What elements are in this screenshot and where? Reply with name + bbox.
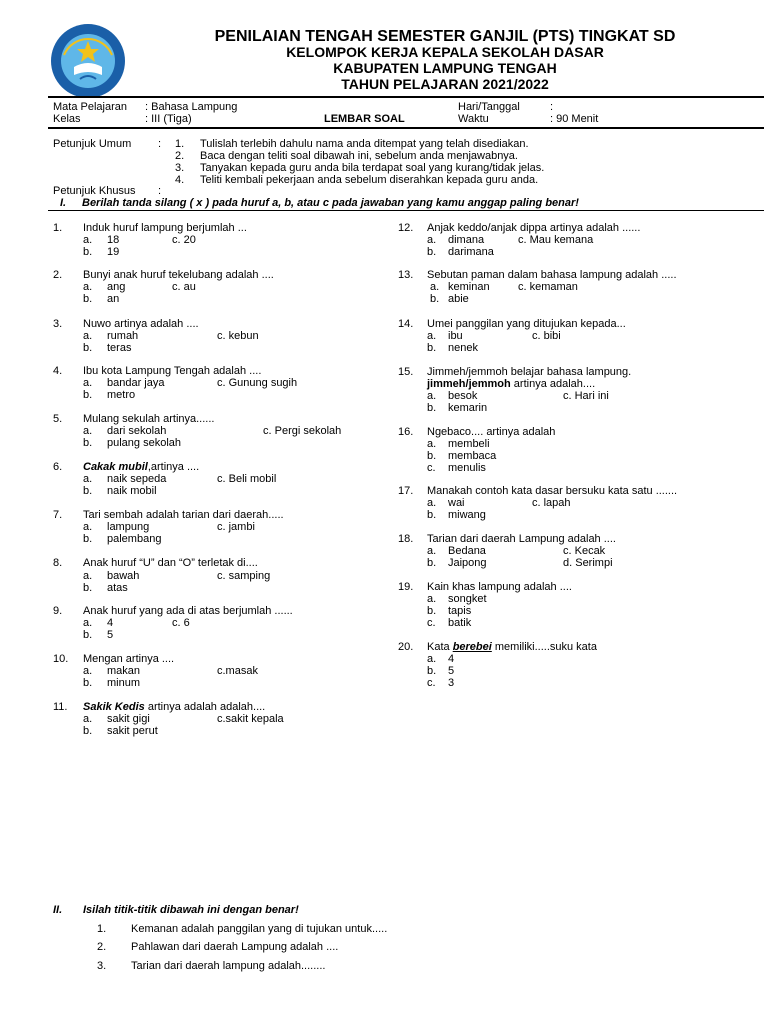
- question-number: 13.: [398, 269, 414, 281]
- option-b: an: [107, 293, 120, 305]
- option-c: c. au: [172, 281, 196, 293]
- header-subtitle-1: KELOMPOK KERJA KEPALA SEKOLAH DASAR: [286, 44, 604, 60]
- option-letter: a.: [427, 593, 437, 605]
- question-text-rest: artinya adalah adalah....: [144, 701, 266, 713]
- option-letter: a.: [83, 570, 93, 582]
- question-term: Sakik Kedis: [83, 701, 145, 713]
- option-a: dimana: [448, 234, 485, 246]
- header-subtitle-3: TAHUN PELAJARAN 2021/2022: [341, 76, 549, 92]
- question-text: Sebutan paman dalam bahasa lampung adalah .....: [427, 269, 677, 281]
- option-letter: b.: [83, 582, 93, 594]
- question-number: 3.: [53, 318, 63, 330]
- question-text-rest: memiliki.....suku kata: [491, 641, 597, 653]
- question-text: Ngebaco.... artinya adalah: [427, 426, 556, 438]
- question-text: Nuwo artinya adalah ....: [83, 318, 199, 330]
- option-a: bandar jaya: [107, 377, 165, 389]
- question-text: Umei panggilan yang ditujukan kepada...: [427, 318, 626, 330]
- petunjuk-text: Teliti kembali pekerjaan anda sebelum diserahkan kepada guru anda.: [200, 174, 539, 186]
- essay-number: 2.: [97, 941, 107, 953]
- option-letter: c.: [427, 617, 436, 629]
- petunjuk-umum-label: Petunjuk Umum: [53, 138, 132, 150]
- option-c: c. samping: [217, 570, 271, 582]
- section-1-rule: [48, 210, 764, 211]
- option-a: ang: [107, 281, 126, 293]
- option-letter: b.: [83, 389, 93, 401]
- lembar-soal-label: LEMBAR SOAL: [324, 113, 405, 125]
- option-letter: b.: [430, 293, 440, 305]
- option-letter: a.: [427, 497, 437, 509]
- question-text: [83, 701, 265, 713]
- option-a: wai: [448, 497, 465, 509]
- option-letter: a.: [83, 281, 93, 293]
- question-text: Mulang sekulah artinya......: [83, 413, 215, 425]
- option-b: sakit perut: [107, 725, 158, 737]
- option-c: c. Hari ini: [563, 390, 609, 402]
- question-number: 19.: [398, 581, 414, 593]
- option-letter: b.: [427, 342, 437, 354]
- question-text: Mengan artinya ....: [83, 653, 175, 665]
- option-letter: c.: [427, 462, 436, 474]
- option-letter: a.: [427, 438, 437, 450]
- question-number: 6.: [53, 461, 63, 473]
- option-letter: a.: [83, 617, 93, 629]
- option-letter: b.: [427, 450, 437, 462]
- option-letter: a.: [83, 473, 93, 485]
- petunjuk-text: Tanyakan kepada guru anda bila terdapat soal yang kurang/tidak jelas.: [200, 162, 545, 174]
- option-b: abie: [448, 293, 469, 305]
- option-b: 19: [107, 246, 120, 258]
- header-rule-top: [48, 96, 764, 98]
- tut-wuri-handayani-logo: [50, 23, 126, 99]
- option-a: lampung: [107, 521, 150, 533]
- option-a: Bedana: [448, 545, 486, 557]
- option-a: membeli: [448, 438, 490, 450]
- option-c: c. kebun: [217, 330, 259, 342]
- option-letter: b.: [83, 533, 93, 545]
- option-a: 4: [448, 653, 455, 665]
- question-number: 9.: [53, 605, 63, 617]
- hari-label: Hari/Tanggal: [458, 101, 520, 113]
- option-letter: a.: [427, 545, 437, 557]
- option-a: keminan: [448, 281, 490, 293]
- question-text: Induk huruf lampung berjumlah ...: [83, 222, 247, 234]
- petunjuk-num: 2.: [175, 150, 185, 162]
- option-a: 18: [107, 234, 120, 246]
- option-c: c. Kecak: [563, 545, 606, 557]
- question-text: Jimmeh/jemmoh belajar bahasa lampung.: [427, 366, 632, 378]
- option-a: naik sepeda: [107, 473, 167, 485]
- option-letter: a.: [83, 521, 93, 533]
- option-d: d. Serimpi: [563, 557, 613, 569]
- option-letter: a.: [83, 425, 93, 437]
- header-subtitle-2: KABUPATEN LAMPUNG TENGAH: [333, 60, 557, 76]
- petunjuk-num: 3.: [175, 162, 185, 174]
- option-a: makan: [107, 665, 141, 677]
- option-b: metro: [107, 389, 136, 401]
- question-text-rest: ,artinya ....: [147, 461, 200, 473]
- option-letter: b.: [427, 557, 437, 569]
- option-a: dari sekolah: [107, 425, 167, 437]
- option-letter: b.: [83, 246, 93, 258]
- option-b: darimana: [448, 246, 494, 258]
- hari-value: :: [550, 101, 554, 113]
- option-c: c. Pergi sekolah: [263, 425, 342, 437]
- petunjuk-text: Tulislah terlebih dahulu nama anda ditempat yang telah disediakan.: [200, 138, 529, 150]
- option-letter: c.: [427, 677, 436, 689]
- option-letter: b.: [83, 677, 93, 689]
- option-c: c. 20: [172, 234, 196, 246]
- question-text: [83, 461, 199, 473]
- question-term: jimmeh/jemmoh: [427, 378, 511, 390]
- option-c: c. Beli mobil: [217, 473, 277, 485]
- essay-question: Pahlawan dari daerah Lampung adalah ....: [131, 941, 339, 953]
- option-c: c. 6: [172, 617, 190, 629]
- option-letter: a.: [83, 234, 93, 246]
- petunjuk-khusus-colon: :: [158, 185, 162, 197]
- option-c: 3: [448, 677, 455, 689]
- option-c: c. bibi: [532, 330, 561, 342]
- question-number: 18.: [398, 533, 414, 545]
- option-c: c. Mau kemana: [518, 234, 594, 246]
- mapel-value: : Bahasa Lampung: [145, 101, 238, 113]
- question-number: 11.: [53, 701, 68, 713]
- section-1-number: I.: [60, 197, 67, 209]
- petunjuk-khusus-label: Petunjuk Khusus: [53, 185, 136, 197]
- question-number: 17.: [398, 485, 414, 497]
- option-c: c.sakit kepala: [217, 713, 284, 725]
- question-text-pre: Kata: [427, 641, 453, 653]
- option-b: palembang: [107, 533, 162, 545]
- petunjuk-num: 4.: [175, 174, 185, 186]
- header-title: PENILAIAN TENGAH SEMESTER GANJIL (PTS) TINGKAT SD: [214, 28, 676, 45]
- mapel-label: Mata Pelajaran: [53, 101, 127, 113]
- option-a: ibu: [448, 330, 463, 342]
- option-c: c. kemaman: [518, 281, 578, 293]
- question-number: 7.: [53, 509, 63, 521]
- essay-question: Kemanan adalah panggilan yang di tujukan untuk.....: [131, 923, 388, 935]
- option-b: kemarin: [448, 402, 488, 414]
- question-text: Tarian dari daerah Lampung adalah ....: [427, 533, 616, 545]
- option-b: atas: [107, 582, 128, 594]
- option-b: 5: [448, 665, 455, 677]
- option-c: menulis: [448, 462, 486, 474]
- option-c: c. lapah: [532, 497, 571, 509]
- essay-number: 3.: [97, 960, 107, 972]
- option-letter: b.: [427, 605, 437, 617]
- option-letter: a.: [427, 330, 437, 342]
- option-letter: b.: [83, 725, 93, 737]
- option-a: songket: [448, 593, 487, 605]
- option-a: rumah: [107, 330, 139, 342]
- section-1-instruction: Berilah tanda silang ( x ) pada huruf a, b, atau c pada jawaban yang kamu anggap paling benar!: [82, 197, 579, 209]
- option-a: besok: [448, 390, 478, 402]
- essay-number: 1.: [97, 923, 107, 935]
- option-a: 4: [107, 617, 114, 629]
- waktu-label: Waktu: [458, 113, 489, 125]
- question-number: 14.: [398, 318, 414, 330]
- option-letter: b.: [83, 629, 93, 641]
- option-b: minum: [107, 677, 141, 689]
- kelas-value: : III (Tiga): [145, 113, 192, 125]
- question-number: 5.: [53, 413, 63, 425]
- option-letter: a.: [83, 330, 93, 342]
- option-c: c.masak: [217, 665, 258, 677]
- option-letter: b.: [83, 437, 93, 449]
- option-b: Jaipong: [448, 557, 487, 569]
- option-b: pulang sekolah: [107, 437, 182, 449]
- question-text: [427, 641, 597, 653]
- option-b: nenek: [448, 342, 478, 354]
- option-b: miwang: [448, 509, 486, 521]
- section-2-number: II.: [53, 904, 63, 916]
- option-c: batik: [448, 617, 472, 629]
- option-letter: b.: [83, 485, 93, 497]
- question-text: Kain khas lampung adalah ....: [427, 581, 572, 593]
- petunjuk-num: 1.: [175, 138, 185, 150]
- section-2-instruction: Isilah titik-titik dibawah ini dengan benar!: [83, 904, 299, 916]
- option-b: membaca: [448, 450, 497, 462]
- kelas-label: Kelas: [53, 113, 81, 125]
- option-c: c. Gunung sugih: [217, 377, 298, 389]
- option-b: teras: [107, 342, 132, 354]
- question-number: 12.: [398, 222, 414, 234]
- question-number: 8.: [53, 557, 63, 569]
- option-a: bawah: [107, 570, 140, 582]
- option-letter: a.: [427, 653, 437, 665]
- option-letter: b.: [427, 509, 437, 521]
- option-b: tapis: [448, 605, 472, 617]
- essay-question: Tarian dari daerah lampung adalah........: [131, 960, 326, 972]
- question-number: 20.: [398, 641, 414, 653]
- option-c: c. jambi: [217, 521, 255, 533]
- waktu-value: : 90 Menit: [550, 113, 599, 125]
- option-b: 5: [107, 629, 114, 641]
- question-number: 2.: [53, 269, 63, 281]
- question-number: 1.: [53, 222, 63, 234]
- option-a: sakit gigi: [107, 713, 150, 725]
- petunjuk-umum-colon: :: [158, 138, 162, 150]
- question-number: 10.: [53, 653, 69, 665]
- question-text: Anak huruf yang ada di atas berjumlah ......: [83, 605, 293, 617]
- header-rule-bottom: [48, 127, 764, 129]
- question-text: Tari sembah adalah tarian dari daerah.....: [83, 509, 284, 521]
- question-number: 4.: [53, 365, 63, 377]
- question-term: Cakak mubil: [83, 461, 148, 473]
- option-letter: b.: [427, 402, 437, 414]
- option-letter: a.: [83, 713, 93, 725]
- question-text: Ibu kota Lampung Tengah adalah ....: [83, 365, 262, 377]
- question-text-line-2: [427, 378, 595, 390]
- option-b: naik mobil: [107, 485, 157, 497]
- question-text: Anjak keddo/anjak dippa artinya adalah ......: [427, 222, 641, 234]
- question-text: Bunyi anak huruf tekelubang adalah ....: [83, 269, 274, 281]
- question-text: Manakah contoh kata dasar bersuku kata satu .......: [427, 485, 678, 497]
- option-letter: b.: [83, 293, 93, 305]
- option-letter: a.: [427, 390, 437, 402]
- question-text: Anak huruf “U” dan “O” terletak di....: [83, 557, 258, 569]
- option-letter: a.: [83, 377, 93, 389]
- option-letter: a.: [427, 234, 437, 246]
- option-letter: b.: [83, 342, 93, 354]
- option-letter: a.: [430, 281, 440, 293]
- option-letter: b.: [427, 246, 437, 258]
- option-letter: b.: [427, 665, 437, 677]
- question-number: 16.: [398, 426, 414, 438]
- question-number: 15.: [398, 366, 414, 378]
- question-text-rest: artinya adalah....: [510, 378, 596, 390]
- question-term: berebei: [452, 641, 492, 653]
- petunjuk-text: Baca dengan teliti soal dibawah ini, sebelum anda menjawabnya.: [200, 150, 518, 162]
- option-letter: a.: [83, 665, 93, 677]
